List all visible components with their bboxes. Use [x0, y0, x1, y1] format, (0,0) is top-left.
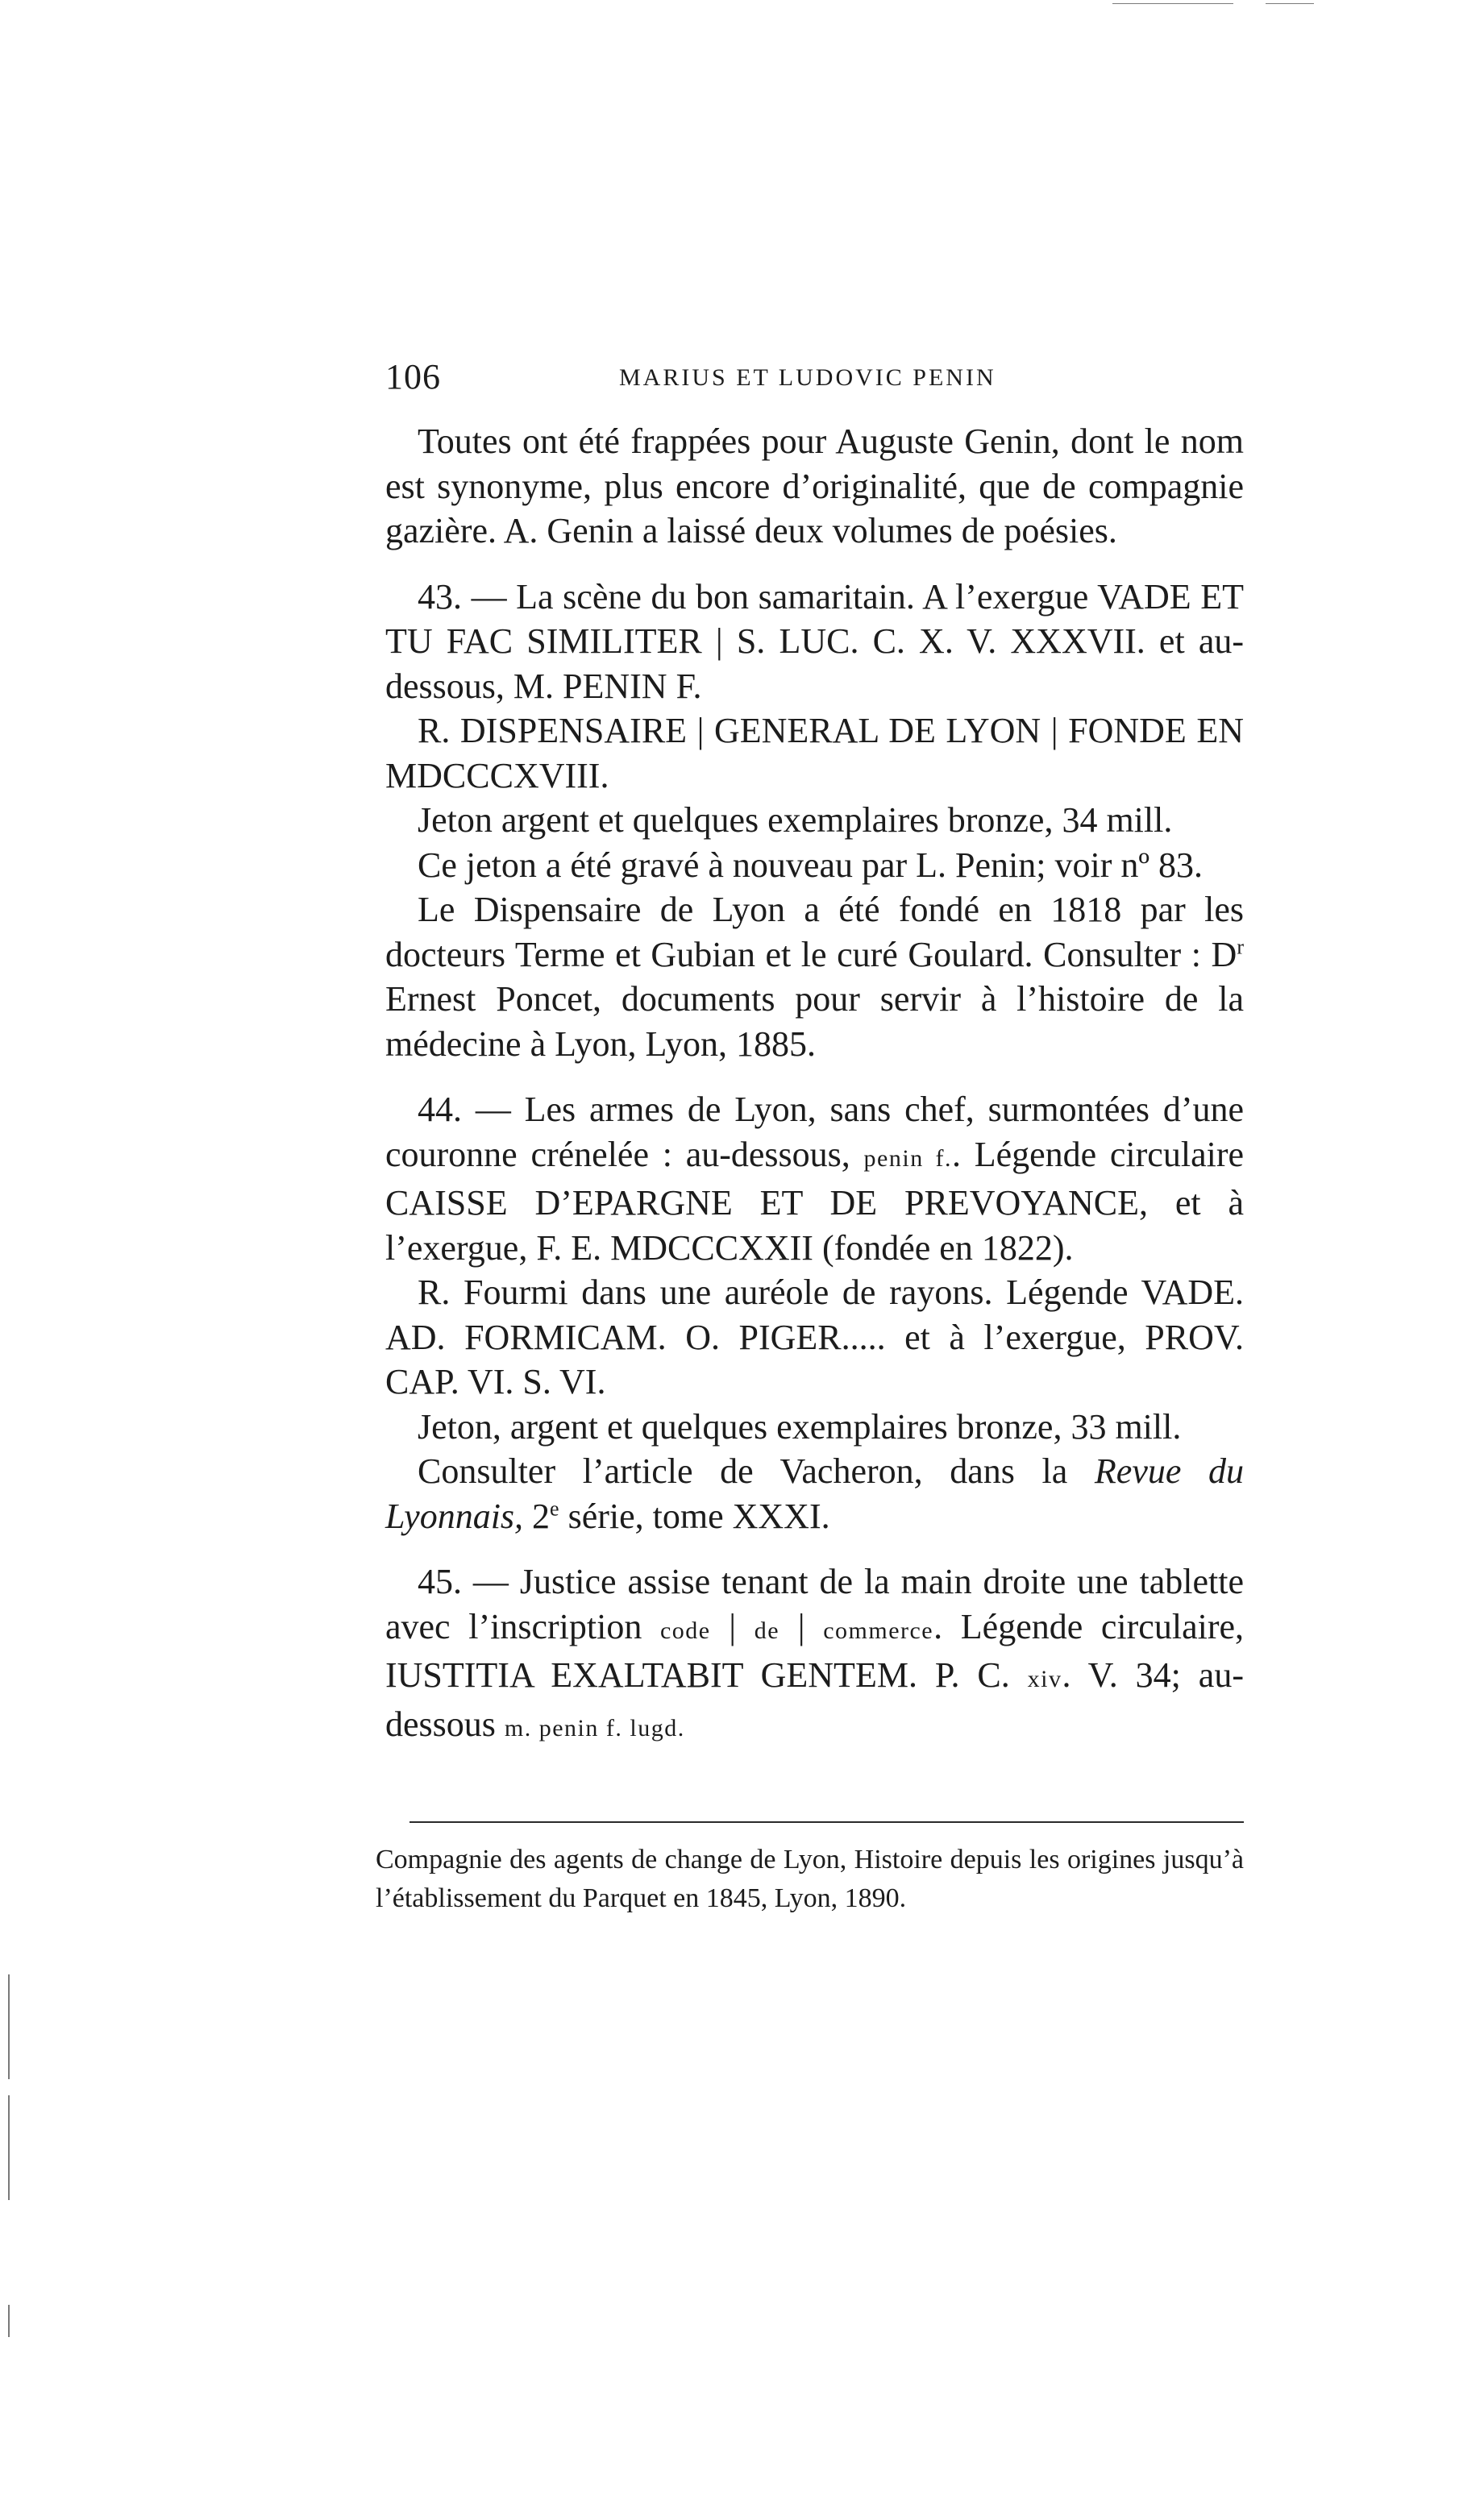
entry-43-obverse: 43. — La scène du bon samaritain. A l’exergue VADE ET TU FAC SIMILITER | S. LUC. C. X. V. XXXVII. et au-dessous, M. PENIN F. [385, 576, 1244, 706]
entry-45-text-b: . Légende circulaire, IUSTITIA EXALTABIT GENTEM. P. C. [385, 1606, 1244, 1695]
entry-44-consult-text-b: 2 [523, 1496, 551, 1536]
entry-43-note-text-a: Le Dispensaire de Lyon a été fondé en 1818 par les docteurs Terme et Gubian et le curé Goulard. Consulter : D [385, 890, 1244, 974]
entry-43-regrave: Ce jeton a été gravé à nouveau par L. Penin; voir nº 83. [418, 845, 1203, 885]
footnote: Compagnie des agents de change de Lyon, Histoire depuis les origines jusqu’à l’établissement du Parquet en 1845, Lyon, 1890. [376, 1845, 1244, 1913]
scan-edge-mark [8, 2095, 10, 2200]
entry-45-chapter: xiv [1027, 1666, 1062, 1692]
entry-45-inscription-commerce: commerce [823, 1617, 934, 1644]
running-header [385, 355, 1244, 403]
entry-44-text-b: . Légende circulaire CAISSE D’EPARGNE ET DE PREVOYANCE, et à l’exergue, F. E. MDCCCXXII (fondée en 1822). [385, 1134, 1244, 1268]
entry-44-reverse: R. Fourmi dans une auréole de rayons. Légende VADE. AD. FORMICAM. O. PIGER..... et à l’exergue, PROV. CAP. VI. S. VI. [385, 1272, 1244, 1401]
scan-edge-mark [1112, 3, 1233, 4]
entry-44-obverse [385, 1087, 1244, 1270]
running-title: MARIUS ET LUDOVIC PENIN [619, 364, 996, 391]
entry-44-signature: penin f. [863, 1144, 952, 1172]
entry-44-consult-journal: Revue du Lyonnais, [385, 1451, 1245, 1536]
entry-44-consult-text-a: Consulter l’article de Vacheron, dans la [418, 1451, 1095, 1491]
entry-45-inscription-de: de [754, 1617, 780, 1644]
entry-45-text-c: . V. 34; au-dessous [385, 1655, 1244, 1744]
scan-edge-mark [8, 1974, 10, 2079]
entry-45-inscription-code: code [659, 1617, 711, 1644]
intro-paragraph: Toutes ont été frappées pour Auguste Genin, dont le nom est synonyme, plus encore d’originalité, que de compagnie gazière. A. Genin a laissé deux volumes de poésies. [385, 421, 1244, 550]
entry-43-jeton: Jeton argent et quelques exemplaires bronze, 34 mill. [418, 800, 1173, 840]
entry-44-consult [385, 1449, 1244, 1538]
entry-44-text-a: 44. — Les armes de Lyon, sans chef, surmontées d’une couronne crénelée : au-dessous, [385, 1090, 1244, 1174]
entry-45-separator-2: | [779, 1606, 824, 1646]
entry-44-consult-superscript: e [550, 1496, 559, 1520]
entry-43-note-superscript: r [1237, 934, 1244, 958]
entry-45-text-a: 45. — Justice assise tenant de la main droite une tablette avec l’inscription [385, 1562, 1244, 1646]
scan-edge-mark [1266, 3, 1314, 4]
entry-44-jeton: Jeton, argent et quelques exemplaires bronze, 33 mill. [418, 1406, 1182, 1447]
entry-45-obverse [385, 1559, 1244, 1750]
scan-edge-mark [8, 2305, 10, 2337]
footnote-rule [409, 1821, 1244, 1823]
page-number: 106 [385, 357, 441, 396]
main-text [385, 419, 1244, 1750]
entry-43-note-text-b: Ernest Poncet, documents pour servir à l’histoire de la médecine à Lyon, Lyon, 1885. [385, 979, 1244, 1064]
entry-44-consult-text-c: série, tome XXXI. [559, 1496, 830, 1536]
entry-43-reverse: R. DISPENSAIRE | GENERAL DE LYON | FONDE EN MDCCCXVIII. [385, 711, 1244, 795]
entry-45-signature: m. penin f. lugd. [504, 1714, 685, 1742]
entry-45-separator-1: | [710, 1606, 755, 1646]
entry-43-note [385, 887, 1244, 1066]
